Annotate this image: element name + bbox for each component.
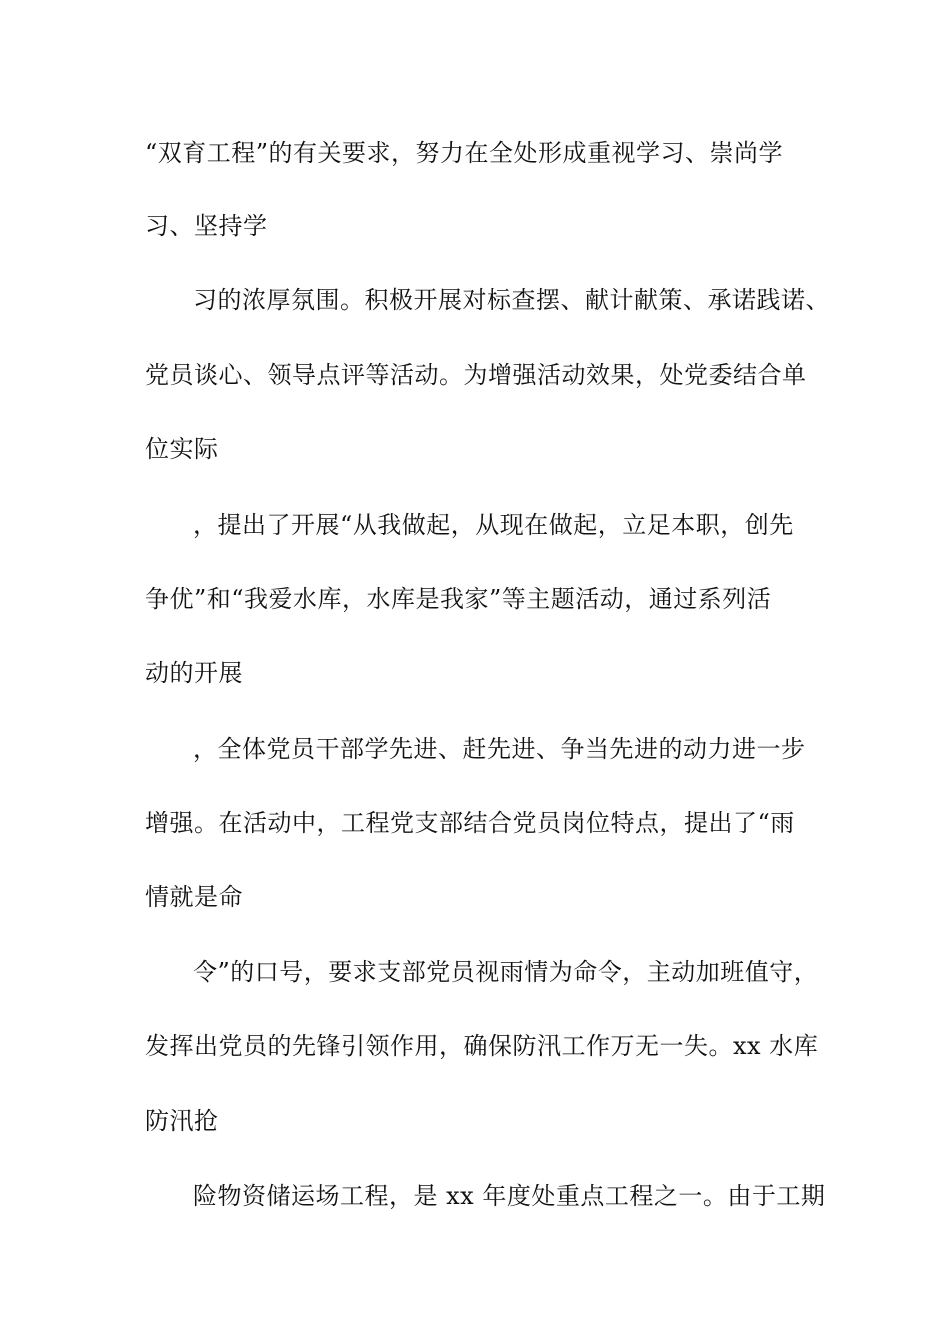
text-line: 位实际 (145, 435, 219, 463)
text-line: 情就是命 (145, 883, 243, 911)
text-line: ，提出了开展“从我做起，从现在做起，立足本职，创先 (193, 511, 794, 539)
text-line: 防汛抢 (145, 1107, 219, 1135)
text-line: 发挥出党员的先锋引领作用，确保防汛工作万无一失。xx 水库 (145, 1032, 819, 1060)
text-line: 令”的口号，要求支部党员视雨情为命令，主动加班值守， (193, 958, 819, 986)
text-line: 争优”和“我爱水库，水库是我家”等主题活动，通过系列活 (145, 585, 772, 613)
text-line: 增强。在活动中，工程党支部结合党员岗位特点，提出了“雨 (145, 809, 795, 837)
text-line: 习、坚持学 (145, 212, 268, 240)
text-line: 险物资储运场工程，是 xx 年度处重点工程之一。由于工期 (193, 1182, 826, 1210)
text-line: 习的浓厚氛围。积极开展对标查摆、献计献策、承诺践诺、 (193, 286, 830, 314)
text-line: 动的开展 (145, 659, 243, 687)
text-line: “双育工程”的有关要求，努力在全处形成重视学习、崇尚学 (145, 139, 784, 167)
text-line: 党员谈心、领导点评等活动。为增强活动效果，处党委结合单 (145, 361, 807, 389)
text-line: ，全体党员干部学先进、赶先进、争当先进的动力进一步 (193, 735, 806, 763)
